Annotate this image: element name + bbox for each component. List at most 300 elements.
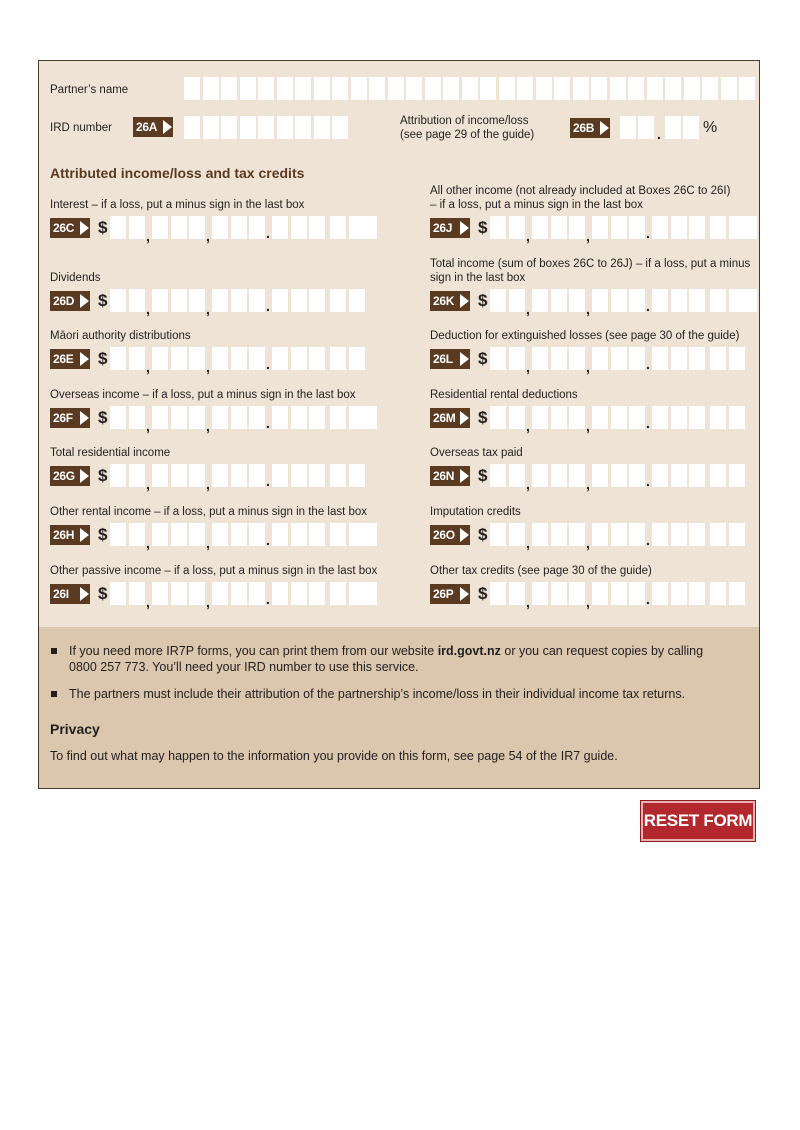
- amount-digit-box[interactable]: [231, 523, 247, 546]
- code-badge: [430, 525, 470, 545]
- amount-digit-box[interactable]: [710, 289, 726, 312]
- amount-digit-box[interactable]: [189, 406, 205, 429]
- code-label: 26B: [573, 121, 595, 135]
- amount-digit-box[interactable]: [249, 289, 265, 312]
- amount-digit-box[interactable]: [532, 347, 548, 370]
- amount-digit-box[interactable]: [611, 216, 627, 239]
- amount-digit-box[interactable]: [611, 406, 627, 429]
- name-char-box[interactable]: [739, 77, 755, 100]
- amount-digit-box[interactable]: [189, 582, 205, 605]
- amount-digit-box[interactable]: [309, 464, 325, 487]
- amount-digit-box[interactable]: [629, 347, 645, 370]
- section-heading: Attributed income/loss and tax credits: [50, 165, 305, 181]
- amount-digit-box[interactable]: [171, 523, 187, 546]
- name-char-box[interactable]: [221, 77, 237, 100]
- amount-digit-box[interactable]: [171, 406, 187, 429]
- amount-digit-box[interactable]: [509, 289, 525, 312]
- name-char-box[interactable]: [388, 77, 404, 100]
- amount-digit-box[interactable]: [291, 582, 307, 605]
- field-label: Māori authority distributions: [50, 330, 191, 342]
- amount-digit-box[interactable]: [110, 582, 126, 605]
- amount-digit-box[interactable]: [689, 523, 705, 546]
- amount-digit-box[interactable]: [171, 289, 187, 312]
- amount-digit-box[interactable]: [249, 464, 265, 487]
- amount-digit-box[interactable]: [592, 347, 608, 370]
- name-char-box[interactable]: [591, 77, 607, 100]
- amount-digit-box[interactable]: [171, 347, 187, 370]
- amount-digit-box[interactable]: [509, 464, 525, 487]
- amount-digit-box[interactable]: [129, 216, 145, 239]
- amount-digit-box[interactable]: [291, 406, 307, 429]
- arrow-right-icon: [460, 469, 469, 483]
- amount-digit-box[interactable]: [272, 464, 288, 487]
- percent-digit-box[interactable]: [683, 116, 699, 139]
- name-char-box[interactable]: [443, 77, 459, 100]
- amount-digit-box[interactable]: [231, 406, 247, 429]
- amount-digit-box[interactable]: [652, 406, 668, 429]
- dollar-sign: $: [478, 525, 488, 544]
- amount-digit-box[interactable]: [272, 406, 288, 429]
- amount-digit-box[interactable]: [710, 464, 726, 487]
- name-char-box[interactable]: [203, 77, 219, 100]
- amount-digit-box[interactable]: [551, 216, 567, 239]
- amount-digit-box[interactable]: [689, 347, 705, 370]
- note-1-line-2: 0800 257 773. You’ll need your IRD number to use this service.: [69, 660, 419, 674]
- attribution-label-line1: Attribution of income/loss: [400, 115, 529, 127]
- amount-digit-box[interactable]: [629, 289, 645, 312]
- name-char-box[interactable]: [258, 77, 274, 100]
- amount-digit-box[interactable]: [330, 582, 346, 605]
- amount-digit-box[interactable]: [171, 464, 187, 487]
- amount-digit-box[interactable]: [349, 289, 365, 312]
- amount-digit-box[interactable]: [330, 464, 346, 487]
- decimal-point: .: [646, 473, 650, 489]
- website-link[interactable]: ird.govt.nz: [437, 644, 501, 658]
- amount-digit-box[interactable]: [291, 216, 307, 239]
- name-char-box[interactable]: [573, 77, 589, 100]
- amount-digit-box[interactable]: [231, 289, 247, 312]
- amount-digit-box[interactable]: [272, 347, 288, 370]
- reset-form-button[interactable]: RESET FORM: [641, 801, 755, 841]
- amount-digit-box[interactable]: [710, 523, 726, 546]
- field-label: Imputation credits: [430, 506, 521, 518]
- thousands-separator: ,: [586, 594, 590, 610]
- name-char-box[interactable]: [702, 77, 718, 100]
- thousands-separator: ,: [146, 594, 150, 610]
- amount-digit-box[interactable]: [249, 582, 265, 605]
- ird-number-label: IRD number: [50, 122, 112, 134]
- amount-digit-box[interactable]: [551, 289, 567, 312]
- name-char-box[interactable]: [499, 77, 515, 100]
- amount-digit-box[interactable]: [532, 464, 548, 487]
- amount-digit-box[interactable]: [110, 523, 126, 546]
- thousands-separator: ,: [146, 228, 150, 244]
- ird-digit-box[interactable]: [203, 116, 219, 139]
- field-label: Overseas tax paid: [430, 447, 523, 459]
- ird-digit-box[interactable]: [221, 116, 237, 139]
- arrow-right-icon: [80, 587, 89, 601]
- name-char-box[interactable]: [240, 77, 256, 100]
- amount-digit-box[interactable]: [532, 582, 548, 605]
- thousands-separator: ,: [146, 301, 150, 317]
- amount-digit-box[interactable]: [189, 347, 205, 370]
- amount-digit-box[interactable]: [652, 582, 668, 605]
- amount-digit-box[interactable]: [629, 406, 645, 429]
- amount-digit-box[interactable]: [129, 289, 145, 312]
- amount-digit-box[interactable]: [152, 406, 168, 429]
- amount-digit-box[interactable]: [509, 406, 525, 429]
- field-label: Other passive income – if a loss, put a minus sign in the last box: [50, 565, 378, 577]
- name-char-box[interactable]: [406, 77, 422, 100]
- amount-digit-box[interactable]: [330, 523, 346, 546]
- amount-digit-box[interactable]: [129, 582, 145, 605]
- ird-digit-box[interactable]: [258, 116, 274, 139]
- amount-digit-box[interactable]: [152, 347, 168, 370]
- amount-digit-box[interactable]: [349, 347, 365, 370]
- amount-digit-box[interactable]: [689, 406, 705, 429]
- amount-digit-box[interactable]: [249, 216, 265, 239]
- arrow-right-icon: [80, 528, 89, 542]
- amount-digit-box[interactable]: [671, 523, 687, 546]
- name-char-box[interactable]: [277, 77, 293, 100]
- amount-digit-box[interactable]: [629, 582, 645, 605]
- decimal-point: .: [646, 225, 650, 241]
- amount-digit-box[interactable]: [569, 464, 585, 487]
- amount-digit-box[interactable]: [671, 582, 687, 605]
- name-char-box[interactable]: [517, 77, 533, 100]
- minus-sign-box[interactable]: [361, 523, 377, 546]
- amount-digit-box[interactable]: [349, 464, 365, 487]
- name-char-box[interactable]: [628, 77, 644, 100]
- code-label: 26K: [433, 294, 455, 308]
- amount-digit-box[interactable]: [652, 289, 668, 312]
- amount-digit-box[interactable]: [129, 464, 145, 487]
- amount-digit-box[interactable]: [592, 582, 608, 605]
- thousands-separator: ,: [206, 594, 210, 610]
- amount-digit-box[interactable]: [569, 406, 585, 429]
- amount-digit-box[interactable]: [592, 523, 608, 546]
- amount-digit-box[interactable]: [592, 464, 608, 487]
- amount-digit-box[interactable]: [490, 406, 506, 429]
- ird-digit-box[interactable]: [277, 116, 293, 139]
- amount-digit-box[interactable]: [592, 216, 608, 239]
- field-label: Other tax credits (see page 30 of the guide): [430, 565, 652, 577]
- ird-digit-box[interactable]: [332, 116, 348, 139]
- minus-sign-box[interactable]: [741, 216, 757, 239]
- amount-digit-box[interactable]: [729, 406, 745, 429]
- amount-digit-box[interactable]: [592, 289, 608, 312]
- amount-digit-box[interactable]: [652, 216, 668, 239]
- amount-digit-box[interactable]: [212, 582, 228, 605]
- amount-digit-box[interactable]: [330, 406, 346, 429]
- amount-digit-box[interactable]: [249, 347, 265, 370]
- thousands-separator: ,: [526, 535, 530, 551]
- amount-digit-box[interactable]: [212, 216, 228, 239]
- amount-digit-box[interactable]: [490, 216, 506, 239]
- percent-digit-box[interactable]: [620, 116, 636, 139]
- name-char-box[interactable]: [351, 77, 367, 100]
- decimal-point: .: [266, 298, 270, 314]
- amount-digit-box[interactable]: [152, 464, 168, 487]
- amount-digit-box[interactable]: [611, 347, 627, 370]
- amount-digit-box[interactable]: [710, 216, 726, 239]
- field-label-line2: sign in the last box: [430, 272, 526, 284]
- amount-digit-box[interactable]: [671, 347, 687, 370]
- amount-digit-box[interactable]: [212, 406, 228, 429]
- amount-digit-box[interactable]: [551, 464, 567, 487]
- percent-sign: %: [703, 119, 718, 136]
- amount-digit-box[interactable]: [309, 406, 325, 429]
- amount-digit-box[interactable]: [152, 216, 168, 239]
- amount-digit-box[interactable]: [629, 464, 645, 487]
- amount-digit-box[interactable]: [171, 216, 187, 239]
- arrow-right-icon: [460, 587, 469, 601]
- thousands-separator: ,: [146, 535, 150, 551]
- amount-digit-box[interactable]: [212, 289, 228, 312]
- amount-digit-box[interactable]: [309, 289, 325, 312]
- thousands-separator: ,: [206, 535, 210, 551]
- amount-digit-box[interactable]: [110, 289, 126, 312]
- name-char-box[interactable]: [554, 77, 570, 100]
- percent-digit-box[interactable]: [665, 116, 681, 139]
- arrow-right-icon: [163, 120, 172, 134]
- thousands-separator: ,: [526, 359, 530, 375]
- code-badge: [430, 408, 470, 428]
- ird-digit-box[interactable]: [314, 116, 330, 139]
- amount-digit-box[interactable]: [249, 523, 265, 546]
- amount-digit-box[interactable]: [569, 582, 585, 605]
- decimal-point: .: [657, 126, 661, 142]
- amount-digit-box[interactable]: [189, 216, 205, 239]
- amount-digit-box[interactable]: [532, 289, 548, 312]
- amount-digit-box[interactable]: [490, 289, 506, 312]
- amount-digit-box[interactable]: [291, 523, 307, 546]
- amount-digit-box[interactable]: [729, 523, 745, 546]
- note-1-text: If you need more IR7P forms, you can print them from our website: [69, 644, 438, 658]
- thousands-separator: ,: [526, 476, 530, 492]
- thousands-separator: ,: [586, 228, 590, 244]
- minus-sign-box[interactable]: [361, 582, 377, 605]
- decimal-point: .: [646, 356, 650, 372]
- code-badge: [50, 408, 90, 428]
- note-1-text-end: or you can request copies by calling: [500, 644, 704, 658]
- ird-digit-box[interactable]: [295, 116, 311, 139]
- amount-digit-box[interactable]: [569, 289, 585, 312]
- amount-digit-box[interactable]: [652, 347, 668, 370]
- thousands-separator: ,: [146, 359, 150, 375]
- amount-digit-box[interactable]: [110, 216, 126, 239]
- ird-digit-box[interactable]: [240, 116, 256, 139]
- privacy-heading: Privacy: [50, 721, 100, 737]
- amount-digit-box[interactable]: [110, 464, 126, 487]
- code-label: 26L: [433, 352, 453, 366]
- amount-digit-box[interactable]: [629, 216, 645, 239]
- name-char-box[interactable]: [665, 77, 681, 100]
- code-label: 26H: [53, 528, 75, 542]
- amount-digit-box[interactable]: [671, 289, 687, 312]
- dollar-sign: $: [98, 408, 108, 427]
- amount-digit-box[interactable]: [611, 289, 627, 312]
- amount-digit-box[interactable]: [272, 216, 288, 239]
- field-label: Deduction for extinguished losses (see page 30 of the guide): [430, 330, 740, 342]
- name-char-box[interactable]: [332, 77, 348, 100]
- code-badge: [430, 218, 470, 238]
- thousands-separator: ,: [146, 418, 150, 434]
- note-2: The partners must include their attribution of the partnership’s income/loss in their individual income tax returns.: [69, 687, 686, 701]
- decimal-point: .: [266, 473, 270, 489]
- amount-digit-box[interactable]: [509, 216, 525, 239]
- amount-digit-box[interactable]: [729, 464, 745, 487]
- amount-digit-box[interactable]: [212, 347, 228, 370]
- dollar-sign: $: [478, 408, 488, 427]
- amount-digit-box[interactable]: [532, 216, 548, 239]
- name-char-box[interactable]: [314, 77, 330, 100]
- amount-digit-box[interactable]: [710, 406, 726, 429]
- amount-digit-box[interactable]: [532, 523, 548, 546]
- amount-digit-box[interactable]: [611, 582, 627, 605]
- code-label: 26G: [53, 469, 75, 483]
- code-label: 26F: [53, 411, 73, 425]
- code-badge: [50, 349, 90, 369]
- dollar-sign: $: [478, 466, 488, 485]
- name-char-box[interactable]: [184, 77, 200, 100]
- amount-digit-box[interactable]: [611, 464, 627, 487]
- dollar-sign: $: [98, 525, 108, 544]
- amount-digit-box[interactable]: [509, 523, 525, 546]
- amount-digit-box[interactable]: [249, 406, 265, 429]
- minus-sign-box[interactable]: [361, 406, 377, 429]
- field-label: Residential rental deductions: [430, 389, 578, 401]
- amount-digit-box[interactable]: [291, 464, 307, 487]
- amount-digit-box[interactable]: [689, 216, 705, 239]
- decimal-point: .: [646, 298, 650, 314]
- amount-digit-box[interactable]: [532, 406, 548, 429]
- amount-digit-box[interactable]: [291, 289, 307, 312]
- amount-digit-box[interactable]: [490, 464, 506, 487]
- amount-digit-box[interactable]: [231, 582, 247, 605]
- amount-digit-box[interactable]: [509, 582, 525, 605]
- amount-digit-box[interactable]: [490, 523, 506, 546]
- amount-digit-box[interactable]: [231, 216, 247, 239]
- code-label: 26J: [433, 221, 453, 235]
- amount-digit-box[interactable]: [671, 406, 687, 429]
- name-char-box[interactable]: [480, 77, 496, 100]
- amount-digit-box[interactable]: [212, 464, 228, 487]
- minus-sign-box[interactable]: [361, 216, 377, 239]
- amount-digit-box[interactable]: [551, 347, 567, 370]
- name-char-box[interactable]: [295, 77, 311, 100]
- amount-digit-box[interactable]: [291, 347, 307, 370]
- amount-digit-box[interactable]: [231, 464, 247, 487]
- amount-digit-box[interactable]: [490, 582, 506, 605]
- decimal-point: .: [266, 415, 270, 431]
- dollar-sign: $: [98, 291, 108, 310]
- amount-digit-box[interactable]: [110, 406, 126, 429]
- arrow-right-icon: [80, 221, 89, 235]
- amount-digit-box[interactable]: [569, 216, 585, 239]
- amount-digit-box[interactable]: [729, 347, 745, 370]
- amount-digit-box[interactable]: [189, 523, 205, 546]
- amount-digit-box[interactable]: [152, 582, 168, 605]
- amount-digit-box[interactable]: [330, 347, 346, 370]
- amount-digit-box[interactable]: [212, 523, 228, 546]
- amount-digit-box[interactable]: [611, 523, 627, 546]
- name-char-box[interactable]: [721, 77, 737, 100]
- ir7p-form-panel: [38, 60, 760, 789]
- code-badge: [50, 466, 90, 486]
- amount-digit-box[interactable]: [309, 216, 325, 239]
- amount-digit-box[interactable]: [189, 464, 205, 487]
- arrow-right-icon: [600, 121, 609, 135]
- amount-digit-box[interactable]: [689, 582, 705, 605]
- amount-digit-box[interactable]: [509, 347, 525, 370]
- amount-digit-box[interactable]: [671, 216, 687, 239]
- name-char-box[interactable]: [536, 77, 552, 100]
- arrow-right-icon: [460, 294, 469, 308]
- amount-digit-box[interactable]: [189, 289, 205, 312]
- ird-digit-box[interactable]: [184, 116, 200, 139]
- amount-digit-box[interactable]: [629, 523, 645, 546]
- amount-digit-box[interactable]: [689, 464, 705, 487]
- amount-digit-box[interactable]: [569, 523, 585, 546]
- amount-digit-box[interactable]: [152, 289, 168, 312]
- amount-digit-box[interactable]: [671, 464, 687, 487]
- amount-digit-box[interactable]: [652, 464, 668, 487]
- name-char-box[interactable]: [369, 77, 385, 100]
- thousands-separator: ,: [206, 476, 210, 492]
- name-char-box[interactable]: [684, 77, 700, 100]
- amount-digit-box[interactable]: [652, 523, 668, 546]
- dollar-sign: $: [98, 466, 108, 485]
- bullet-icon: [51, 648, 57, 654]
- decimal-point: .: [266, 591, 270, 607]
- amount-digit-box[interactable]: [129, 406, 145, 429]
- amount-digit-box[interactable]: [129, 523, 145, 546]
- amount-digit-box[interactable]: [490, 347, 506, 370]
- name-char-box[interactable]: [462, 77, 478, 100]
- amount-digit-box[interactable]: [272, 582, 288, 605]
- amount-digit-box[interactable]: [689, 289, 705, 312]
- amount-digit-box[interactable]: [551, 406, 567, 429]
- amount-digit-box[interactable]: [330, 289, 346, 312]
- arrow-right-icon: [460, 352, 469, 366]
- amount-digit-box[interactable]: [152, 523, 168, 546]
- amount-digit-box[interactable]: [551, 582, 567, 605]
- percent-digit-box[interactable]: [638, 116, 654, 139]
- code-badge-26a: [133, 117, 173, 137]
- amount-digit-box[interactable]: [592, 406, 608, 429]
- amount-digit-box[interactable]: [231, 347, 247, 370]
- amount-digit-box[interactable]: [330, 216, 346, 239]
- amount-digit-box[interactable]: [272, 523, 288, 546]
- amount-digit-box[interactable]: [569, 347, 585, 370]
- amount-digit-box[interactable]: [110, 347, 126, 370]
- amount-digit-box[interactable]: [309, 347, 325, 370]
- amount-digit-box[interactable]: [171, 582, 187, 605]
- minus-sign-box[interactable]: [741, 289, 757, 312]
- amount-digit-box[interactable]: [710, 347, 726, 370]
- name-char-box[interactable]: [425, 77, 441, 100]
- name-char-box[interactable]: [647, 77, 663, 100]
- name-char-box[interactable]: [610, 77, 626, 100]
- amount-digit-box[interactable]: [309, 523, 325, 546]
- amount-digit-box[interactable]: [129, 347, 145, 370]
- amount-digit-box[interactable]: [710, 582, 726, 605]
- amount-digit-box[interactable]: [309, 582, 325, 605]
- amount-digit-box[interactable]: [729, 582, 745, 605]
- amount-digit-box[interactable]: [272, 289, 288, 312]
- amount-digit-box[interactable]: [551, 523, 567, 546]
